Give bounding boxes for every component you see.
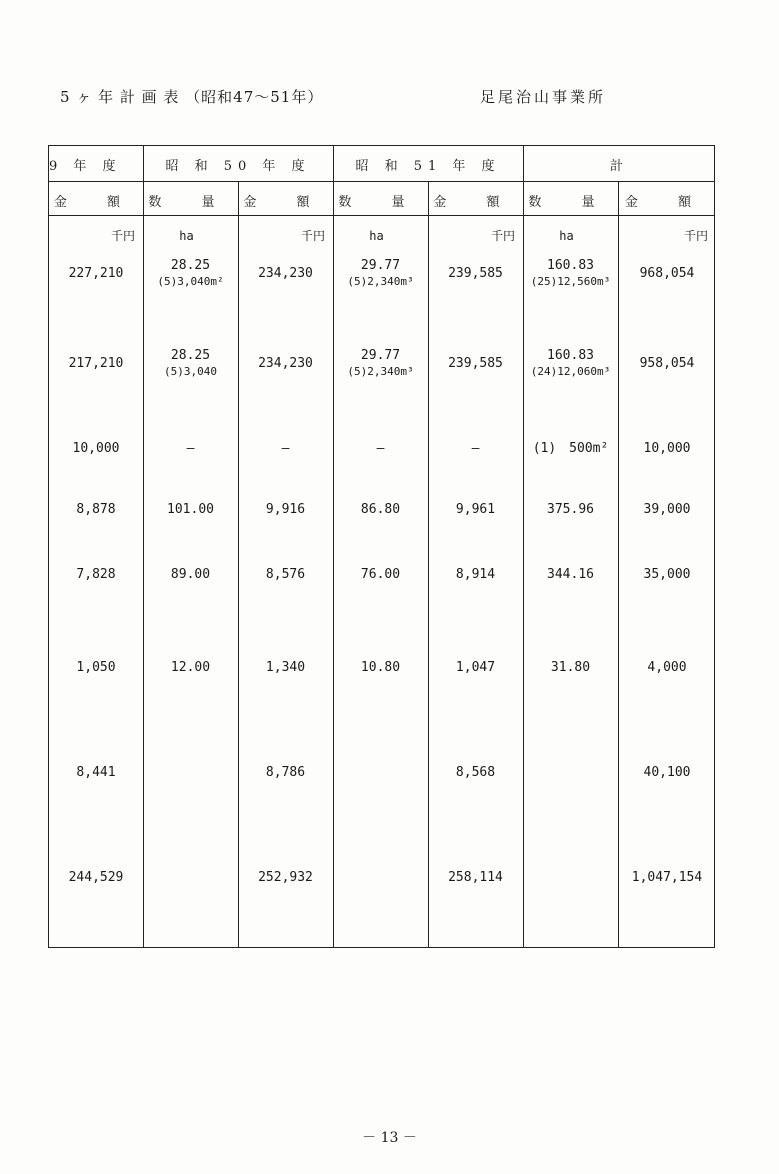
cell-value: 252,932 bbox=[258, 870, 313, 885]
cell-value: — bbox=[376, 441, 385, 456]
plan-table bbox=[48, 145, 715, 948]
table-cell bbox=[49, 660, 143, 676]
cell-value: — bbox=[471, 441, 480, 456]
table-cell bbox=[523, 660, 618, 676]
cell-value: 8,568 bbox=[455, 765, 496, 780]
table-cell bbox=[428, 567, 523, 583]
table-cell bbox=[238, 765, 333, 781]
cell-value: 28.25 bbox=[170, 348, 211, 363]
cell-value: 160.83 bbox=[547, 258, 594, 273]
table-cell bbox=[618, 870, 716, 886]
cell-value: 375.96 bbox=[547, 502, 594, 517]
cell-value: 39,000 bbox=[643, 502, 691, 517]
page-number: － 13 － bbox=[362, 1130, 417, 1146]
table-cell bbox=[143, 567, 238, 583]
cell-subvalue: (24)12,060m³ bbox=[530, 365, 611, 378]
cell-value: 958,054 bbox=[639, 356, 695, 371]
table-cell bbox=[143, 258, 238, 290]
unit-label: ha bbox=[369, 229, 384, 243]
group-header: 9 年 度 bbox=[49, 159, 122, 174]
table-cell bbox=[523, 567, 618, 583]
cell-value: 1,047 bbox=[455, 660, 496, 675]
table-cell bbox=[618, 441, 716, 457]
table-cell bbox=[143, 348, 238, 380]
cell-value: 8,914 bbox=[455, 567, 496, 582]
col-divider bbox=[618, 181, 619, 947]
table-cell bbox=[49, 441, 143, 457]
cell-value: 8,878 bbox=[76, 502, 116, 517]
unit-label: 千円 bbox=[683, 229, 708, 243]
unit-label: 千円 bbox=[300, 229, 325, 243]
cell-value: 9,961 bbox=[455, 502, 496, 517]
table-cell bbox=[618, 765, 716, 781]
cell-value: 344.16 bbox=[547, 567, 594, 582]
cell-value: 101.00 bbox=[167, 502, 214, 517]
col-divider bbox=[428, 181, 429, 947]
table-cell bbox=[523, 348, 618, 380]
cell-value: 227,210 bbox=[68, 266, 124, 281]
cell-value: — bbox=[186, 441, 195, 456]
cell-value: 10,000 bbox=[643, 441, 691, 456]
cell-value: 239,585 bbox=[448, 266, 503, 281]
table-cell bbox=[618, 660, 716, 676]
cell-value: 12.00 bbox=[170, 660, 211, 675]
table-cell bbox=[238, 441, 333, 457]
group-header: 計 bbox=[609, 159, 629, 174]
unit-label: 千円 bbox=[110, 229, 135, 243]
cell-value: 4,000 bbox=[647, 660, 687, 675]
table-cell bbox=[49, 502, 143, 518]
cell-value: 160.83 bbox=[547, 348, 594, 363]
table-cell bbox=[49, 765, 143, 781]
office-name: 足尾治山事業所 bbox=[480, 88, 607, 106]
table-cell bbox=[49, 870, 143, 886]
table-cell bbox=[428, 356, 523, 372]
cell-value: 1,340 bbox=[265, 660, 306, 675]
col-header: 金 額 bbox=[53, 195, 139, 210]
cell-value: 1,047,154 bbox=[631, 870, 703, 885]
table-cell bbox=[333, 502, 428, 518]
col-divider bbox=[238, 181, 239, 947]
unit-label: ha bbox=[559, 229, 574, 243]
table-cell bbox=[428, 870, 523, 886]
table-cell bbox=[523, 441, 618, 457]
cell-value: 8,786 bbox=[265, 765, 306, 780]
table-cell bbox=[333, 348, 428, 380]
cell-value: 35,000 bbox=[643, 567, 691, 582]
cell-value: (1) 500m² bbox=[532, 441, 609, 456]
col-header: 数 量 bbox=[148, 195, 233, 210]
group-header: 昭 和 51 年 度 bbox=[355, 159, 501, 174]
table-cell bbox=[143, 502, 238, 518]
cell-value: 10.80 bbox=[360, 660, 401, 675]
table-cell bbox=[333, 660, 428, 676]
cell-subvalue: (25)12,560m³ bbox=[530, 275, 611, 288]
unit-label: ha bbox=[179, 229, 194, 243]
col-header: 金 額 bbox=[243, 195, 328, 210]
table-cell bbox=[238, 870, 333, 886]
table-cell bbox=[428, 502, 523, 518]
table-cell bbox=[428, 660, 523, 676]
cell-value: 10,000 bbox=[72, 441, 120, 456]
table-cell bbox=[523, 258, 618, 290]
cell-subvalue: (5)3,040 bbox=[164, 365, 217, 378]
col-header: 数 量 bbox=[338, 195, 423, 210]
header-divider bbox=[49, 181, 714, 182]
table-cell bbox=[428, 765, 523, 781]
cell-value: 239,585 bbox=[448, 356, 503, 371]
cell-value: 217,210 bbox=[68, 356, 124, 371]
unit-label: 千円 bbox=[490, 229, 515, 243]
subheader-divider bbox=[49, 215, 714, 216]
table-cell bbox=[333, 441, 428, 457]
cell-value: 234,230 bbox=[258, 356, 313, 371]
col-header: 金 額 bbox=[433, 195, 518, 210]
cell-value: 8,576 bbox=[265, 567, 306, 582]
table-cell bbox=[238, 567, 333, 583]
cell-value: 9,916 bbox=[265, 502, 306, 517]
group-header: 昭 和 50 年 度 bbox=[165, 159, 311, 174]
cell-value: 7,828 bbox=[76, 567, 116, 582]
cell-value: 89.00 bbox=[170, 567, 211, 582]
table-cell bbox=[49, 356, 143, 372]
cell-value: 40,100 bbox=[643, 765, 691, 780]
table-cell bbox=[143, 441, 238, 457]
cell-value: 258,114 bbox=[448, 870, 503, 885]
table-cell bbox=[618, 502, 716, 518]
col-header: 金 額 bbox=[624, 195, 710, 210]
table-cell bbox=[618, 356, 716, 372]
cell-value: — bbox=[281, 441, 290, 456]
cell-value: 31.80 bbox=[550, 660, 591, 675]
table-cell bbox=[143, 660, 238, 676]
table-title: 5 ヶ 年 計 画 表 （昭和47～51年） bbox=[60, 88, 324, 106]
cell-subvalue: (5)3,040m² bbox=[157, 275, 224, 288]
cell-value: 29.77 bbox=[360, 258, 401, 273]
table-cell bbox=[238, 502, 333, 518]
table-cell bbox=[618, 266, 716, 282]
table-cell bbox=[238, 660, 333, 676]
cell-subvalue: (5)2,340m³ bbox=[347, 275, 414, 288]
cell-value: 8,441 bbox=[76, 765, 116, 780]
table-cell bbox=[49, 567, 143, 583]
cell-value: 29.77 bbox=[360, 348, 401, 363]
col-header: 数 量 bbox=[528, 195, 613, 210]
cell-value: 234,230 bbox=[258, 266, 313, 281]
cell-value: 86.80 bbox=[360, 502, 401, 517]
cell-subvalue: (5)2,340m³ bbox=[347, 365, 414, 378]
cell-value: 244,529 bbox=[68, 870, 124, 885]
table-cell bbox=[428, 441, 523, 457]
cell-value: 1,050 bbox=[76, 660, 116, 675]
cell-value: 28.25 bbox=[170, 258, 211, 273]
table-cell bbox=[618, 567, 716, 583]
table-cell bbox=[49, 266, 143, 282]
table-cell bbox=[238, 266, 333, 282]
cell-value: 968,054 bbox=[639, 266, 695, 281]
table-cell bbox=[428, 266, 523, 282]
table-cell bbox=[333, 567, 428, 583]
table-cell bbox=[523, 502, 618, 518]
cell-value: 76.00 bbox=[360, 567, 401, 582]
table-cell bbox=[238, 356, 333, 372]
table-cell bbox=[333, 258, 428, 290]
